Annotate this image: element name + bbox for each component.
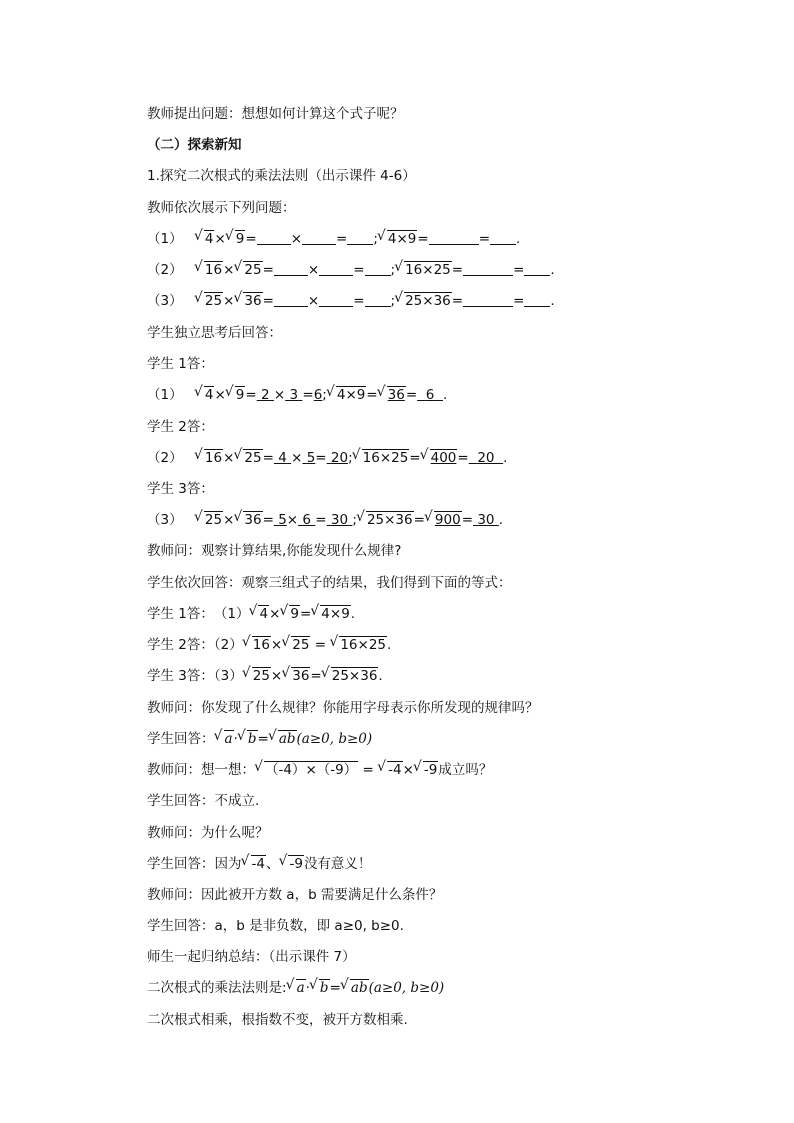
teacher-observe-question: 教师问：观察计算结果,你能发现什么规律?	[147, 543, 402, 559]
section-heading: （二）探索新知	[147, 137, 242, 153]
teacher-shows-line: 教师依次展示下列问题：	[147, 200, 296, 216]
student-rule-answer: 学生回答：√ a·√ b=√ ab(a≥0, b≥0)	[147, 729, 372, 749]
teacher-pattern-question: 教师问：你发现了什么规律？你能用字母表示你所发现的规律吗？	[147, 700, 539, 716]
problem-1: （1） √ 4×√ 9= × = ;√ 4×9= = .	[147, 229, 520, 249]
student-1-label: 学生 1答：	[147, 356, 214, 372]
answer-2: （2） √ 16×√ 25= 4 × 5= 20;√ 16×25=√ 400= 20 .	[147, 448, 507, 468]
subsection-heading: 1.探究二次根式的乘法法则（出示课件 4-6）	[147, 168, 416, 184]
answer-1: （1） √ 4×√ 9= 2 × 3 =6;√ 4×9=√ 36= 6 .	[147, 385, 447, 405]
equation-1: 学生 1答： （1）√ 4×√ 9=√ 4×9.	[147, 604, 355, 624]
equation-3: 学生 3答：（3）√ 25×√ 36=√ 25×36.	[147, 666, 383, 686]
equation-2: 学生 2答：（2）√ 16×√ 25 = √ 16×25.	[147, 635, 391, 655]
answer-3: （3） √ 25×√ 36= 5× 6 = 30 ;√ 25×36=√ 900= 30 .	[147, 510, 503, 530]
problem-2: （2） √ 16×√ 25= × = ;√ 16×25= = .	[147, 260, 555, 280]
student-2-label: 学生 2答：	[147, 419, 214, 435]
student-3-label: 学生 3答：	[147, 481, 214, 497]
summary-intro: 师生一起归纳总结：（出示课件 7）	[147, 949, 356, 965]
student-condition-answer: 学生回答：a，b 是非负数，即 a≥0, b≥0.	[147, 918, 404, 934]
multiplication-rule: 二次根式的乘法法则是:√ a·√ b=√ ab(a≥0, b≥0)	[147, 978, 444, 998]
teacher-condition-question: 教师问：因此被开方数 a，b 需要满足什么条件？	[147, 887, 443, 903]
teacher-question-line: 教师提出问题：想想如何计算这个式子呢？	[147, 106, 404, 122]
teacher-why: 教师问：为什么呢？	[147, 825, 269, 841]
teacher-think-question: 教师问：想一想：√ （-4）×（-9） = √ -4×√ -9成立吗？	[147, 760, 492, 780]
student-not-valid: 学生回答：不成立.	[147, 793, 260, 809]
rule-statement: 二次根式相乘，根指数不变，被开方数相乘.	[147, 1012, 408, 1028]
students-reply-intro: 学生依次回答：观察三组式子的结果，我们得到下面的等式：	[147, 575, 512, 591]
problem-3: （3） √ 25×√ 36= × = ;√ 25×36= = .	[147, 291, 555, 311]
students-think-line: 学生独立思考后回答：	[147, 325, 282, 341]
student-because: 学生回答：因为√ -4、√ -9没有意义！	[147, 854, 371, 874]
